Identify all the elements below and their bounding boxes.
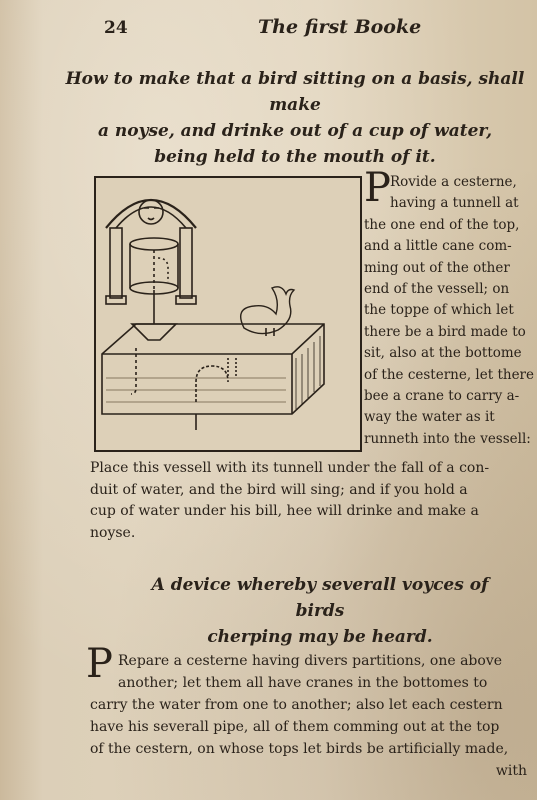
title-line: How to make that a bird sitting on a basis, shall make [65,69,525,115]
section-title-bird-voices [130,572,510,650]
text-line: end of the vessell; on [364,280,510,297]
section-title-bird-drinking [60,66,530,170]
title-line: being held to the mouth of it. [154,147,436,167]
text-line: duit of water, and the bird will sing; and if you hold a [90,481,468,498]
text-line: carry the water from one to another; also let each cestern [90,697,503,713]
bird-fountain-engraving [96,178,360,450]
page-number: 24 [104,18,128,38]
body-paragraph-2 [90,650,535,782]
text-line: the toppe of which let [364,302,514,319]
text-line: of the cesterne, let there [364,366,535,383]
text-line: and a little cane com- [364,238,512,255]
text-line: Place this vessell with its tunnell under the fall of a con- [90,460,490,476]
page-header [0,14,537,40]
text-line: there be a bird made to [364,323,526,340]
title-line: A device whereby severall voyces of birds [151,575,489,621]
title-line: cherping may be heard. [207,627,433,647]
text-line: with [495,763,527,779]
text-line: Rovide a cesterne, [390,174,517,190]
text-line: having a tunnell at [390,195,519,212]
title-line: a noyse, and drinke out of a cup of water, [97,121,493,141]
text-line: ming out of the other [364,259,510,276]
text-line: another; let them all have cranes in the bottomes to [118,675,488,691]
text-line: cup of water under his bill, hee will drinke and make a [90,503,479,519]
text-line: the one end of the top, [364,216,520,233]
text-line: way the water as it [364,409,495,426]
text-line: sit, also at the bottome [364,345,522,362]
side-column-text [364,172,534,450]
running-head: The first Booke [258,16,422,38]
text-line: noyse. [90,524,136,541]
text-line: have his severall pipe, all of them comming out at the top [90,719,500,735]
text-line: bee a crane to carry a- [364,387,520,404]
text-line: of the cestern, on whose tops let birds be artificially made, [90,741,509,757]
body-paragraph-1 [90,458,535,544]
text-line: runneth into the vessell: [364,430,531,447]
drop-cap: P [364,165,391,211]
woodcut-illustration [94,176,362,452]
text-line: Repare a cesterne having divers partitions, one above [118,653,503,669]
drop-cap: P [86,641,113,687]
